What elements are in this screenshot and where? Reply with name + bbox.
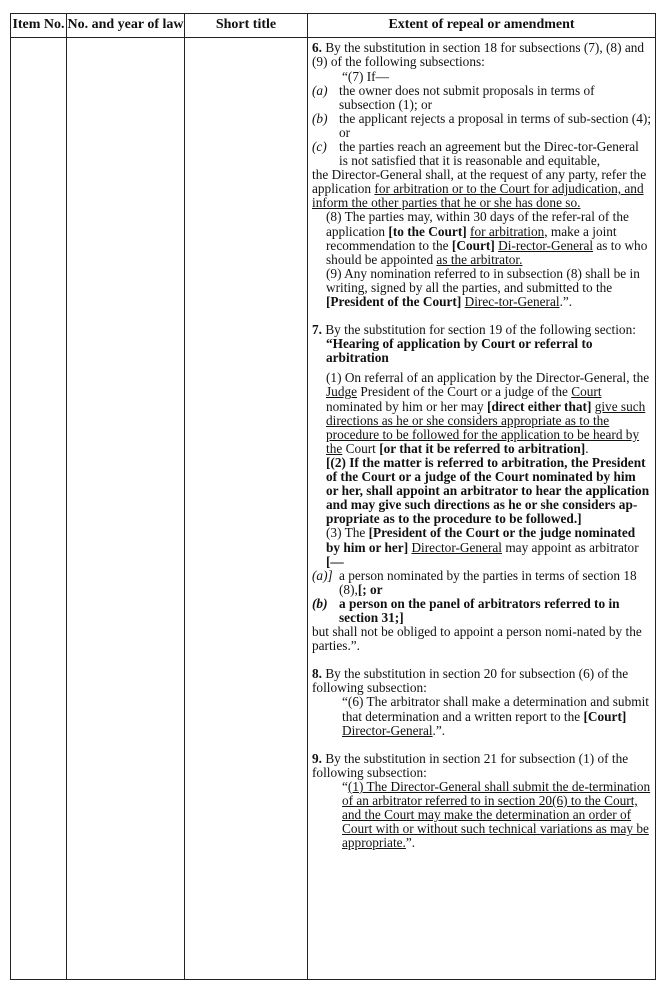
paragraph-a: (a)] a person nominated by the parties in terms of section 18 (8),[; or [312, 567, 637, 597]
paragraph-a: (a) the owner does not submit proposals in terms of subsection (1); or [312, 82, 595, 112]
year-of-law-cell [67, 38, 185, 980]
amendment-intro: By the substitution in section 21 for subsection (1) of the following subsection: [312, 750, 629, 780]
subsection-3: (3) The [President of the Court or the judge nominated by him or her] Director-General may appoint as arbitrator [— [326, 525, 639, 569]
amendment-intro: By the substitution in section 18 for subsections (7), (8) and (9) of the following subsections: [312, 40, 645, 70]
item-no-cell [11, 38, 67, 980]
subsection-8: (8) The parties may, within 30 days of the refer-ral of the application [to the Court] for arbitration, make a joint recommendation to the [Court] Di-rector-General as to who should be appointed as the arbitrator. [326, 209, 648, 267]
subsection-6: “(6) The arbitrator shall make a determination and submit that determination and a written report to the [Court] Director-General.”. [342, 694, 649, 738]
section-heading: “Hearing of application by Court or referral to arbitration [326, 336, 593, 366]
amendment-6 [312, 41, 651, 309]
header-row [11, 14, 656, 38]
paragraph-b-deleted: (b) a person on the panel of arbitrators referred to in section 31;] [312, 595, 620, 625]
extent-cell [308, 38, 656, 980]
amendment-9 [312, 752, 651, 851]
paragraph-c: (c) the parties reach an agreement but the Direc-tor-General is not satisfied that it is reasonable and equitable, [312, 138, 639, 169]
amendment-number: 8. [312, 666, 322, 682]
amendment-8 [312, 667, 651, 737]
amendment-intro: By the substitution in section 20 for subsection (6) of the following subsection: [312, 666, 629, 696]
col-year-of-law: No. and year of law [67, 14, 185, 38]
subsection-9: (9) Any nomination referred to in subsection (8) shall be in writing, signed by all the parties, and submitted to the [President of the Court] Direc-tor-General.”. [326, 265, 640, 309]
col-item-no: Item No. [11, 14, 67, 38]
subsection-7-tail: the Director-General shall, at the request of any party, refer the application for arbitration or to the Court for adjudication, and inform the other parties that he or she has done so. [312, 167, 647, 211]
amendment-number: 6. [312, 40, 322, 56]
subsection-1: (1) On referral of an application by the Director-General, the Judge President of the Court or a judge of the Court nominated by him or her may [direct either that] give such directions as he or she considers appropriate as to the procedure to be followed for the application to be heard by the Court [or that it be referred to arbitration]. [326, 370, 650, 456]
schedule-table [10, 13, 656, 980]
body-row [11, 38, 656, 980]
subsection-2-deleted: [(2) If the matter is referred to arbitration, the President of the Court or a judge of the Court nominated by him or her, shall appoint an arbitrator to hear the application and may give such directions as he or she considers ap-propriate as to the procedure to be followed.] [326, 454, 650, 527]
subsection-1: “(1) The Director-General shall submit the de-termination of an arbitrator referred to in section 20(6) to the Court, and the Court may make the determination an order of Court with or without such technical variations as may be appropriate.”. [342, 778, 651, 851]
short-title-cell [185, 38, 308, 980]
amendment-number: 9. [312, 750, 322, 766]
col-extent: Extent of repeal or amendment [308, 14, 656, 38]
amendment-number: 7. [312, 322, 322, 338]
section-tail: but shall not be obliged to appoint a person nomi-nated by the parties.”. [312, 624, 642, 654]
col-short-title: Short title [185, 14, 308, 38]
amendment-intro: By the substitution for section 19 of the following section: [325, 322, 636, 338]
amendment-7 [312, 323, 651, 653]
paragraph-b: (b) the applicant rejects a proposal in terms of sub-section (4); or [312, 110, 652, 140]
subsection-7-lead: “(7) If— [342, 68, 389, 84]
